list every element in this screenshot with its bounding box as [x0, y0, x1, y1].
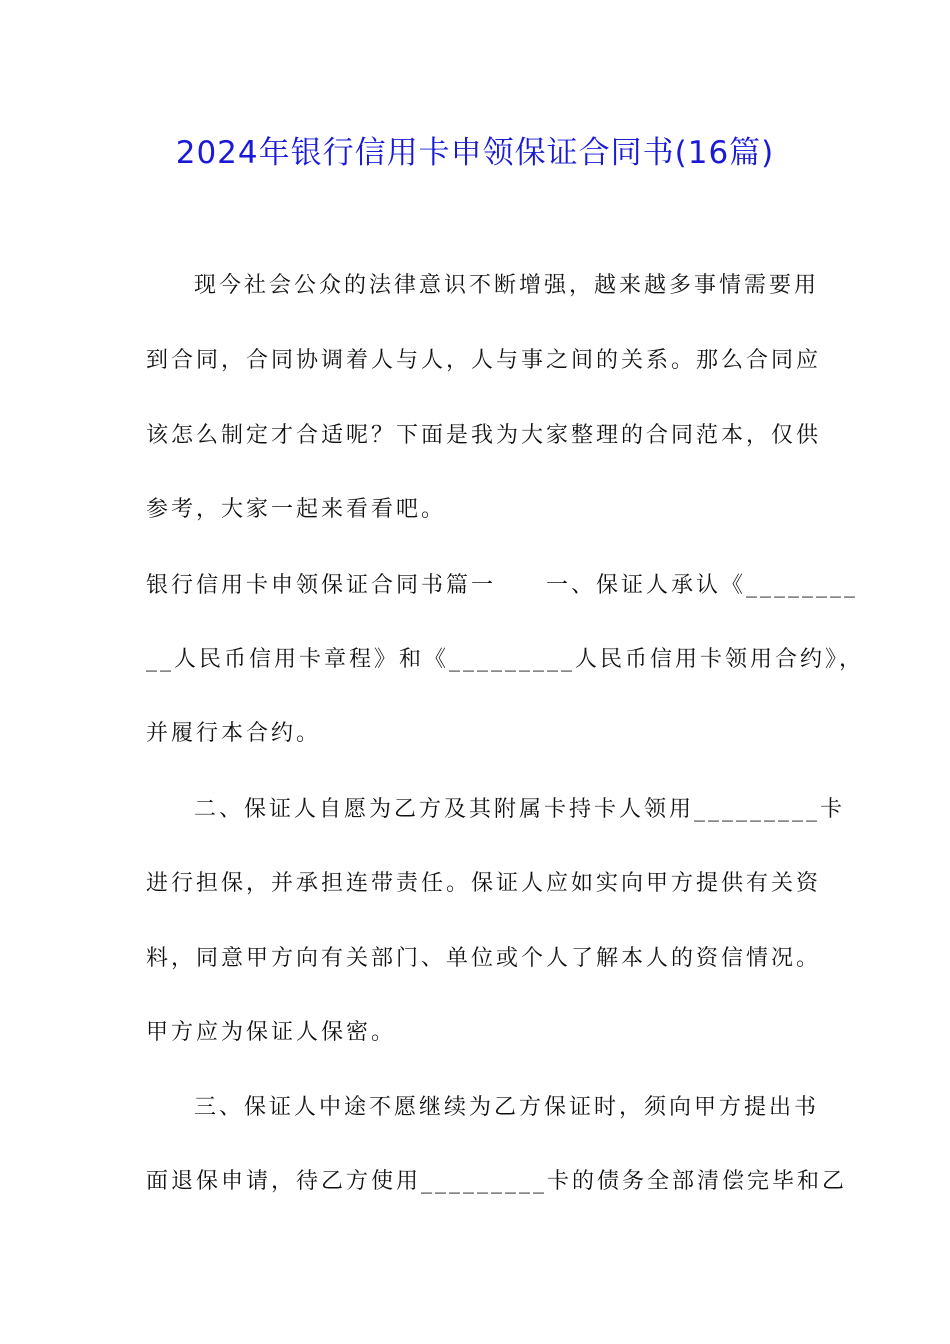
paragraph-line: 三、保证人中途不愿继续为乙方保证时，须向甲方提出书 [194, 1095, 820, 1120]
paragraph-line: 参考，大家一起来看看吧。 [146, 497, 447, 522]
paragraph-line: 并履行本合约。 [146, 721, 322, 746]
paragraph-line: 甲方应为保证人保密。 [146, 1020, 397, 1045]
paragraph-line: 现今社会公众的法律意识不断增强，越来越多事情需要用 [194, 273, 820, 298]
paragraph-line: 该怎么制定才合适呢？下面是我为大家整理的合同范本，仅供 [146, 423, 822, 448]
paragraph-line: 二、保证人自愿为乙方及其附属卡持卡人领用_________卡 [194, 797, 846, 822]
paragraph-line: 到合同，合同协调着人与人，人与事之间的关系。那么合同应 [146, 348, 822, 373]
paragraph-line: 面退保申请，待乙方使用_________卡的债务全部清偿完毕和乙 [146, 1169, 848, 1194]
paragraph-line: 银行信用卡申领保证合同书篇一 一、保证人承认《________ [146, 573, 859, 598]
paragraph-line: 料，同意甲方向有关部门、单位或个人了解本人的资信情况。 [146, 946, 822, 971]
document-title: 2024年银行信用卡申领保证合同书(16篇) [175, 135, 775, 171]
paragraph-line: 进行担保，并承担连带责任。保证人应如实向甲方提供有关资 [146, 871, 822, 896]
paragraph-line: __人民币信用卡章程》和《_________人民币信用卡领用合约》， [146, 647, 865, 672]
